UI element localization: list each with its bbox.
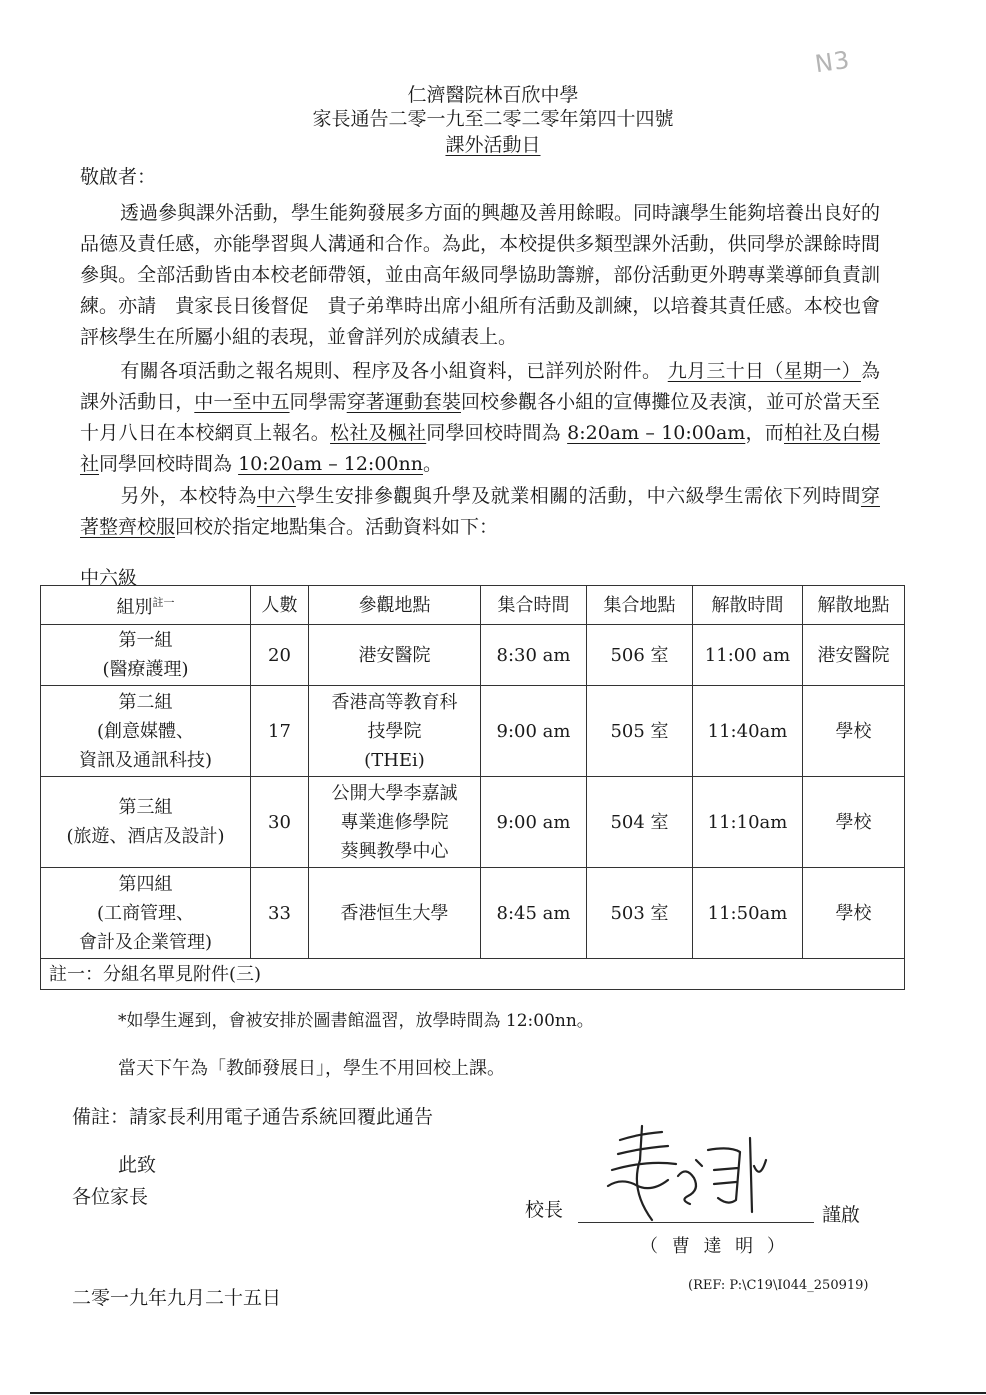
school-name: 仁濟醫院林百欣中學 xyxy=(407,84,579,106)
table-header-row xyxy=(41,586,905,625)
forms-label: 中一至中五 xyxy=(194,391,290,413)
paragraph-activity-day: 有關各項活動之報名規則、程序及各小組資料，已詳列於附件。 九月三十日（星期一）為課外活動日，中一至中五同學需穿著運動套裝回校參觀各小組的宣傳攤位及表演，並可於當天至十月八日在本校網頁上報名。松社及楓社同學回校時間為 8:20am – 10:00am，而柏社及白楊社同學回校時間為 10:20am – 12:00nn。 xyxy=(80,360,880,475)
table-row: 第三組 (旅遊、酒店及設計) 30 公開大學李嘉誠 專業進修學院 葵興教學中心 9:00 am 504 室 11:10am 學校 xyxy=(41,777,905,868)
salutation: 敬啟者： xyxy=(80,166,157,188)
header-assemble-place: 集合地點 xyxy=(587,586,693,625)
activity-date: 九月三十日（星期一） xyxy=(667,360,861,382)
table-row: 第二組 (創意媒體、 資訊及通訊科技) 17 香港高等教育科 技學院 (THEi) 9:00 am 505 室 11:40am 學校 xyxy=(41,686,905,777)
uniform-requirement: 穿著整齊校服 xyxy=(80,485,880,538)
reference-code: (REF: P:\C19\I044_250919) xyxy=(688,1278,869,1293)
respect-closing: 謹啟 xyxy=(822,1204,861,1226)
schedule-table xyxy=(40,585,905,990)
header-venue: 參觀地點 xyxy=(309,586,481,625)
table-note-row xyxy=(41,959,905,990)
afternoon-note: 當天下午為「教師發展日」，學生不用回校上課。 xyxy=(118,1058,505,1079)
table-note: 註一：分組名單見附件(三) xyxy=(41,959,905,990)
header-dismiss-place: 解散地點 xyxy=(803,586,905,625)
dress-code: 穿著運動套裝 xyxy=(346,391,461,413)
principal-label: 校長 xyxy=(525,1199,564,1221)
paragraph-intro: 透過參與課外活動，學生能夠發展多方面的興趣及善用餘暇。同時讓學生能夠培養出良好的品德及責任感，亦能學習與人溝通和合作。為此，本校提供多類型課外活動，供同學於課餘時間參與。全部活動皆由本校老師帶領，並由高年級同學協助籌辦，部份活動更外聘專業導師負責訓練。亦請 貴家長日後督促 貴子弟準時出席小組所有活動及訓練，以培養其責任感。本校也會評核學生在所屬小組的表現，並會詳列於成績表上。 xyxy=(80,202,881,348)
paragraph-f6: 另外，本校特為中六學生安排參觀與升學及就業相關的活動，中六級學生需依下列時間穿著整齊校服回校於指定地點集合。活動資料如下： xyxy=(80,485,880,538)
remark: 備註：請家長利用電子通告系統回覆此通告 xyxy=(72,1106,434,1128)
header-assemble-time: 集合時間 xyxy=(481,586,587,625)
notice-number: 家長通告二零一九至二零二零年第四十四號 xyxy=(312,108,674,130)
closing: 此致 xyxy=(118,1154,157,1176)
table-row: 第四組 (工商管理、 會計及企業管理) 33 香港恒生大學 8:45 am 503 室 11:50am 學校 xyxy=(41,868,905,959)
header-group: 組別$^{註一}$ xyxy=(41,586,251,625)
recipient: 各位家長 xyxy=(72,1186,149,1208)
handwritten-mark: N3 xyxy=(813,45,853,79)
page-edge-line xyxy=(30,1392,986,1394)
header-dismiss-time: 解散時間 xyxy=(693,586,803,625)
late-note: *如學生遲到，會被安排於圖書館溫習，放學時間為 12:00nn。 xyxy=(118,1011,594,1031)
signature-icon xyxy=(590,1120,800,1230)
grade-label: 中六級 xyxy=(80,567,138,589)
notice-subject: 課外活動日 xyxy=(445,134,541,156)
header-count: 人數 xyxy=(251,586,309,625)
principal-name: （ 曹 達 明 ） xyxy=(640,1236,789,1257)
notice-date: 二零一九年九月二十五日 xyxy=(72,1287,282,1309)
table-row: 第一組 (醫療護理) 20 港安醫院 8:30 am 506 室 11:00 am 港安醫院 xyxy=(41,625,905,686)
